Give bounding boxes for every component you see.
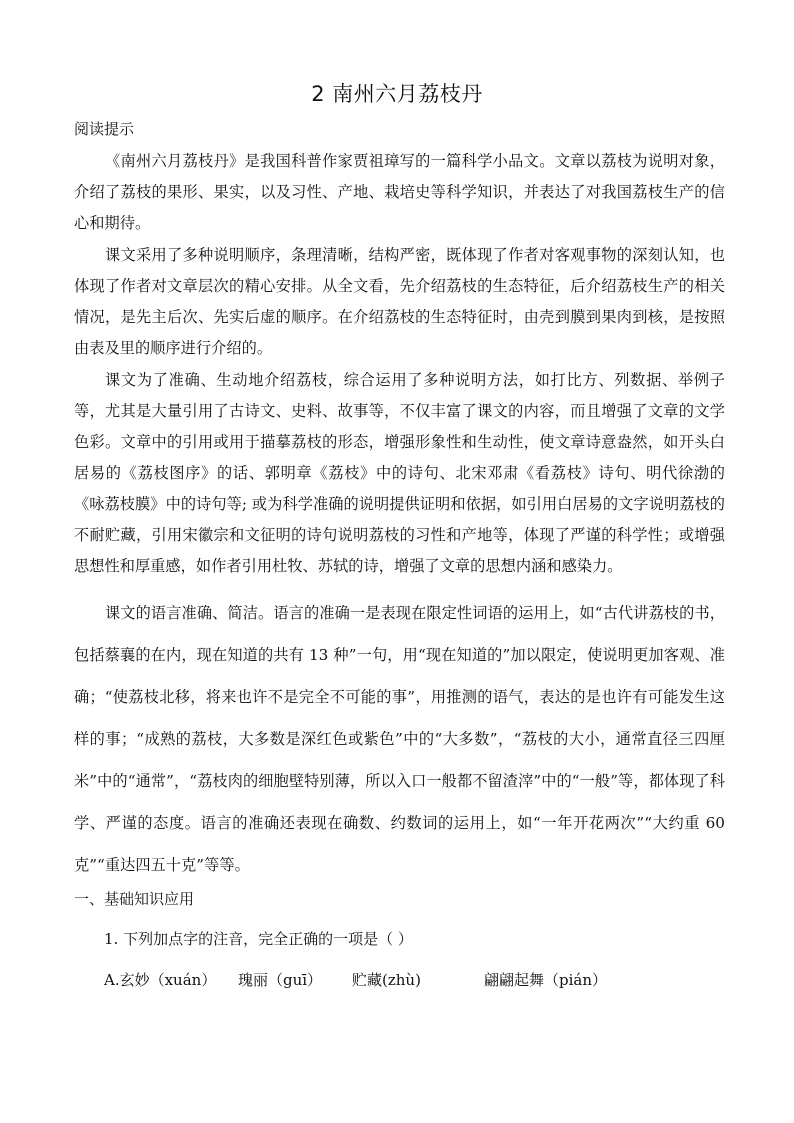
paragraph-3: 课文为了准确、生动地介绍荔枝，综合运用了多种说明方法，如打比方、列数据、举例子等，尤其是大量引用了古诗文、史料、故事等，不仅丰富了课文的内容，而且增强了文章的文学色彩。文章中的引用或用于描摹荔枝的形态，增强形象性和生动性，使文章诗意盎然，如开头白居易的《荔枝图序》的话、郭明章《荔枝》中的诗句、北宋邓肃《看荔枝》诗句、明代徐渤的《咏荔枝膜》中的诗句等; 或为科学准确的说明提供证明和依据，如引用白居易的文字说明荔枝的不耐贮藏，引用宋徽宗和文征明的诗句说明荔枝的习性和产地等，体现了严谨的科学性；或增强思想性和厚重感，如作者引用杜牧、苏轼的诗，增强了文章的思想内涵和感染力。 <box>74 371 725 575</box>
option-a: A.玄妙（xuán） <box>104 971 217 989</box>
paragraph-1: 《南州六月荔枝丹》是我国科普作家贾祖璋写的一篇科学小品文。文章以荔枝为说明对象，介绍了荔枝的果形、果实，以及习性、产地、栽培史等科学知识，并表达了对我国荔枝生产的信心和期待。 <box>74 152 725 232</box>
paragraph-2: 课文采用了多种说明顺序，条理清晰，结构严密，既体现了作者对客观事物的深刻认知，也体现了作者对文章层次的精心安排。从全文看，先介绍荔枝的生态特征，后介绍荔枝生产的相关情况，是先主后次、先实后虚的顺序。在介绍荔枝的生态特征时，由壳到膜到果肉到核，是按照由表及里的顺序进行介绍的。 <box>74 246 725 357</box>
option-item-4: 翩翩起舞（pián） <box>484 971 608 989</box>
option-item-3: 贮藏(zhù) <box>352 971 421 989</box>
answer-options <box>104 969 644 990</box>
page-title: 2 南州六月荔枝丹 <box>311 82 483 106</box>
reading-tip-label: 阅读提示 <box>74 120 135 138</box>
paragraph-4: 课文的语言准确、简洁。语言的准确一是表现在限定性词语的运用上，如“古代讲荔枝的书，包括蔡襄的在内，现在知道的共有 13 种”一句，用“现在知道的”加以限定，使说明更加客观、准确；“使荔枝北移，将来也许不是完全不可能的事”，用推测的语气，表达的是也许有可能发生这样的事；“成熟的荔枝，大多数是深红色或紫色”中的“大多数”，“荔枝的大小，通常直径三四厘米”中的“通常”，“荔枝肉的细胞壁特别薄，所以入口一般都不留渣滓”中的“一般”等，都体现了科学、严谨的态度。语言的准确还表现在确数、约数词的运用上，如“一年开花两次”“大约重 60 克”“重达四五十克”等等。 <box>74 604 725 874</box>
section-heading: 一、基础知识应用 <box>74 890 195 908</box>
question-stem: 1. 下列加点字的注音，完全正确的一项是（ ） <box>104 930 413 948</box>
option-item-2: 瑰丽（guī） <box>238 971 323 989</box>
